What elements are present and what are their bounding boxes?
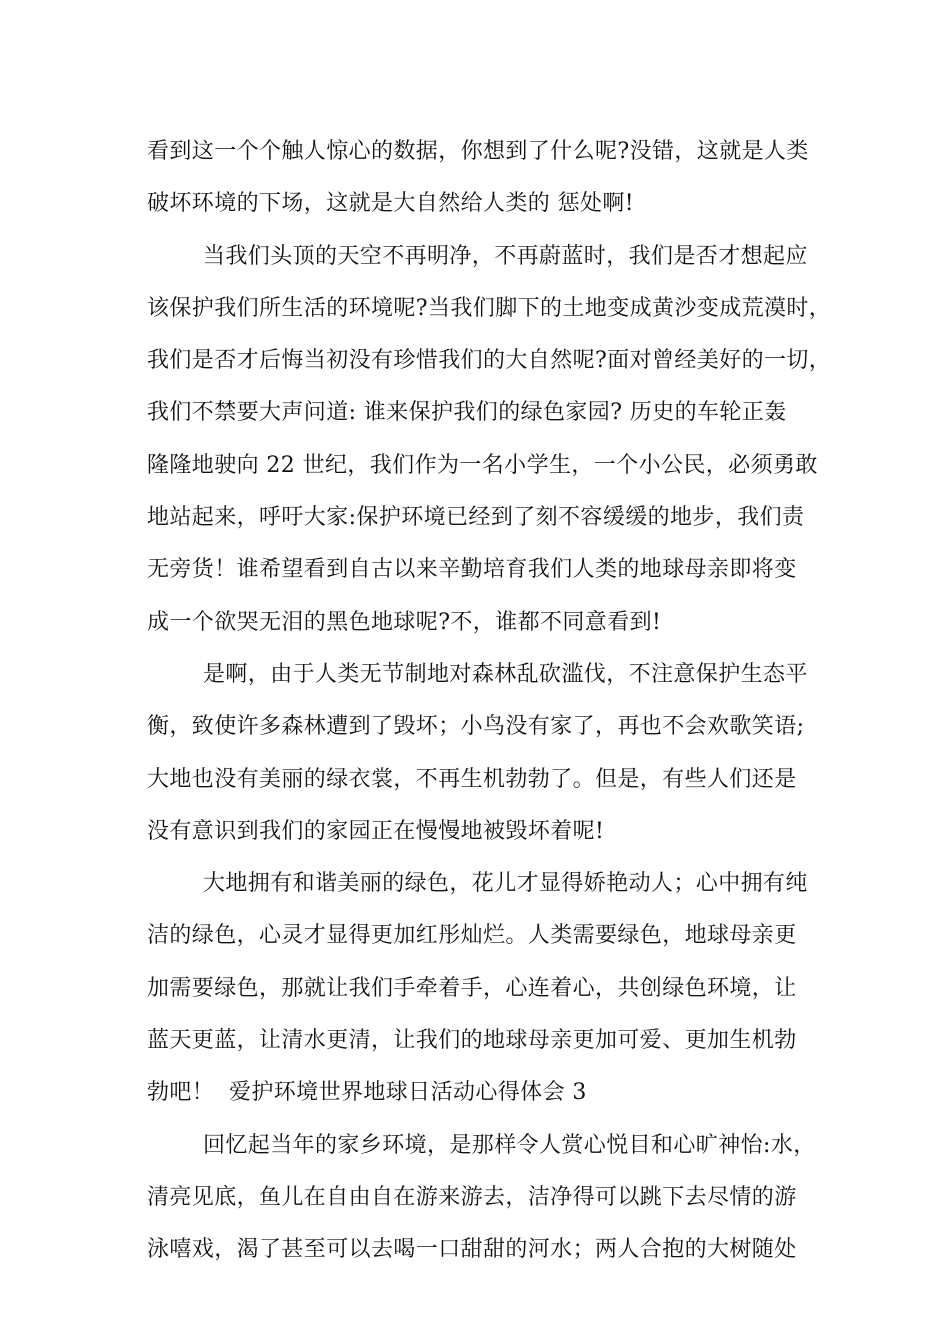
text-line: 衡，致使许多森林遭到了毁坏；小鸟没有家了，再也不会欢歌笑语; xyxy=(147,714,805,740)
paragraph-first-line: 回忆起当年的家乡环境，是那样令人赏心悦目和心旷神怡:水， xyxy=(203,1132,816,1158)
text-line: 勃吧！ 爱护环境世界地球日活动心得体会 3 xyxy=(147,1080,587,1106)
text-line: 我们不禁要大声问道: 谁来保护我们的绿色家园? 历史的车轮正轰 xyxy=(147,400,787,426)
text-line: 地站起来，呼吁大家:保护环境已经到了刻不容缓缓的地步，我们责 xyxy=(147,505,805,531)
text-line: 我们是否才后悔当初没有珍惜我们的大自然呢?面对曾经美好的一切， xyxy=(147,348,832,374)
text-line: 洁的绿色，心灵才显得更加红彤灿烂。人类需要绿色，地球母亲更 xyxy=(147,923,797,949)
text-line: 加需要绿色，那就让我们手牵着手，心连着心，共创绿色环境，让 xyxy=(147,975,797,1001)
text-line: 蓝天更蓝，让清水更清，让我们的地球母亲更加可爱、更加生机勃 xyxy=(147,1028,797,1054)
paragraph-first-line: 大地拥有和谐美丽的绿色，花儿才显得娇艳动人；心中拥有纯 xyxy=(203,871,808,897)
text-line: 泳嘻戏，渴了甚至可以去喝一口甜甜的河水；两人合抱的大树随处 xyxy=(147,1237,797,1263)
text-line: 该保护我们所生活的环境呢?当我们脚下的土地变成黄沙变成荒漠时， xyxy=(147,295,832,321)
text-line: 成一个欲哭无泪的黑色地球呢?不，谁都不同意看到! xyxy=(147,609,662,635)
text-line: 看到这一个个触人惊心的数据，你想到了什么呢?没错，这就是人类 xyxy=(147,139,809,164)
text-line: 没有意识到我们的家园正在慢慢地被毁坏着呢! xyxy=(147,818,605,844)
document-body xyxy=(147,126,832,1277)
text-line: 无旁货！谁希望看到自古以来辛勤培育我们人类的地球母亲即将变 xyxy=(147,557,797,583)
text-line: 隆隆地驶向 22 世纪，我们作为一名小学生，一个小公民，必须勇敢 xyxy=(147,452,818,478)
text-line: 破坏环境的下场，这就是大自然给人类的 惩处啊! xyxy=(147,191,635,217)
paragraph-first-line: 是啊，由于人类无节制地对森林乱砍滥伐，不注意保护生态平 xyxy=(203,661,808,687)
text-line: 清亮见底，鱼儿在自由自在游来游去，洁净得可以跳下去尽情的游 xyxy=(147,1184,797,1210)
paragraph-first-line: 当我们头顶的天空不再明净，不再蔚蓝时，我们是否才想起应 xyxy=(203,243,808,269)
text-line: 大地也没有美丽的绿衣裳，不再生机勃勃了。但是，有些人们还是 xyxy=(147,766,797,792)
